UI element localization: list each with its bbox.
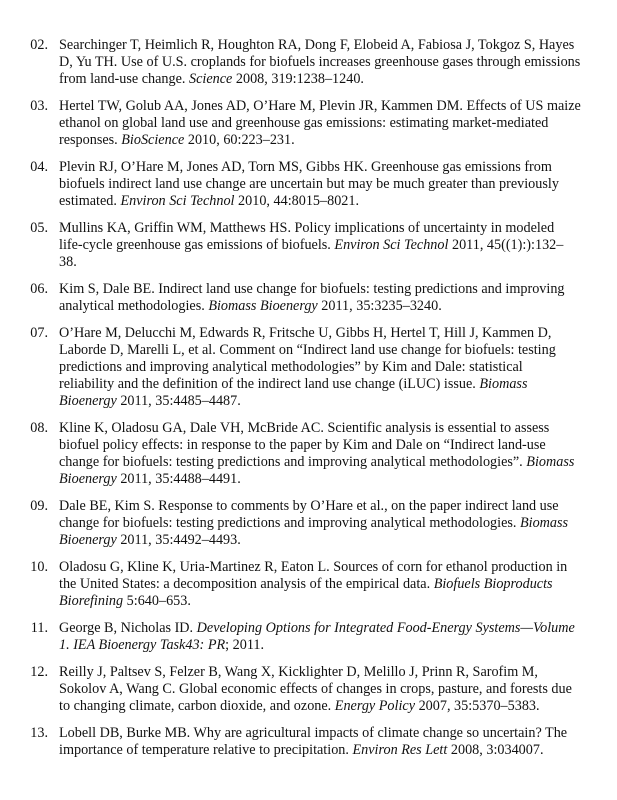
reference-text: Hertel TW, Golub AA, Jones AD, O’Hare M, Plevin JR, Kammen DM. Effects of US maize ethanol on global land use and greenhouse gas emissions: estimating market-mediated responses. BioScience 2010, 60:223–231. bbox=[59, 98, 581, 148]
reference-item bbox=[0, 281, 617, 315]
reference-item bbox=[0, 98, 617, 149]
reference-number: 05. bbox=[30, 220, 48, 236]
journal-title: Environ Res Lett bbox=[352, 742, 448, 758]
journal-title: Biofuels Bioproducts Biorefining bbox=[59, 576, 553, 609]
reference-item bbox=[0, 559, 617, 610]
reference-item bbox=[0, 664, 617, 715]
reference-number: 06. bbox=[30, 281, 48, 297]
journal-title: Science bbox=[189, 71, 233, 87]
journal-title: Biomass Bioenergy bbox=[59, 454, 575, 487]
reference-text: Searchinger T, Heimlich R, Houghton RA, Dong F, Elobeid A, Fabiosa J, Tokgoz S, Hayes D, Yu TH. Use of U.S. croplands for biofuels increases greenhouse gases through emissions from land-use change. Science 2008, 319:1238–1240. bbox=[59, 37, 581, 87]
reference-text: Oladosu G, Kline K, Uria-Martinez R, Eaton L. Sources of corn for ethanol production in the United States: a decomposition analysis of the empirical data. Biofuels Bioproducts Biorefining 5:640–653. bbox=[59, 559, 568, 609]
reference-number: 09. bbox=[30, 498, 48, 514]
reference-text: Lobell DB, Burke MB. Why are agricultural impacts of climate change so uncertain? The importance of temperature relative to precipitation. Environ Res Lett 2008, 3:034007. bbox=[59, 725, 568, 758]
reference-text: Kim S, Dale BE. Indirect land use change for biofuels: testing predictions and improving analytical methodologies. Biomass Bioenergy 2011, 35:3235–3240. bbox=[59, 281, 565, 314]
reference-item bbox=[0, 159, 617, 210]
journal-title: Energy Policy bbox=[334, 698, 416, 714]
reference-number: 02. bbox=[30, 37, 48, 53]
reference-item bbox=[0, 498, 617, 549]
reference-item bbox=[0, 37, 617, 88]
reference-number: 07. bbox=[30, 325, 48, 341]
reference-text: Kline K, Oladosu GA, Dale VH, McBride AC. Scientific analysis is essential to assess biofuel policy effects: in response to the paper by Kim and Dale on “Indirect land-use change for biofuels: testing predictions and improving analytical methodologies”. Biomass Bioenergy 2011, 35:4488–4491. bbox=[59, 420, 575, 487]
reference-item bbox=[0, 325, 617, 410]
reference-number: 13. bbox=[30, 725, 48, 741]
reference-text: O’Hare M, Delucchi M, Edwards R, Fritsche U, Gibbs H, Hertel T, Hill J, Kammen D, Laborde D, Marelli L, et al. Comment on “Indirect land use change for biofuels: testing predictions and improving analytical methodologies” by Kim and Dale: statistical reliability and the definition of the indirect land use change (iLUC) issue. Biomass Bioenergy 2011, 35:4485–4487. bbox=[59, 325, 556, 409]
reference-number: 04. bbox=[30, 159, 48, 175]
journal-title: Biomass Bioenergy bbox=[59, 376, 528, 409]
reference-text: George B, Nicholas ID. Developing Options for Integrated Food-Energy Systems—Volume 1. IEA Bioenergy Task43: PR; 2011. bbox=[59, 620, 575, 653]
journal-title: Environ Sci Technol bbox=[334, 237, 449, 253]
reference-list bbox=[0, 37, 617, 769]
reference-item bbox=[0, 620, 617, 654]
reference-text: Mullins KA, Griffin WM, Matthews HS. Policy implications of uncertainty in modeled life-cycle greenhouse gas emissions of biofuels. Environ Sci Technol 2011, 45((1):):132–38. bbox=[59, 220, 564, 270]
journal-title: Biomass Bioenergy bbox=[59, 515, 569, 548]
reference-text: Dale BE, Kim S. Response to comments by O’Hare et al., on the paper indirect land use change for biofuels: testing predictions and improving analytical methodologies. Biomass Bioenergy 2011, 35:4492–4493. bbox=[59, 498, 569, 548]
reference-item bbox=[0, 420, 617, 488]
reference-number: 08. bbox=[30, 420, 48, 436]
reference-number: 03. bbox=[30, 98, 48, 114]
reference-item bbox=[0, 725, 617, 759]
journal-title: Developing Options for Integrated Food-Energy Systems—Volume 1. IEA Bioenergy Task43: PR bbox=[59, 620, 575, 653]
reference-item bbox=[0, 220, 617, 271]
reference-number: 11. bbox=[30, 620, 48, 636]
reference-text: Plevin RJ, O’Hare M, Jones AD, Torn MS, Gibbs HK. Greenhouse gas emissions from biofuels indirect land use change are uncertain but may be much greater than previously estimated. Environ Sci Technol 2010, 44:8015–8021. bbox=[59, 159, 559, 209]
journal-title: Environ Sci Technol bbox=[120, 193, 235, 209]
reference-number: 10. bbox=[30, 559, 48, 575]
journal-title: Biomass Bioenergy bbox=[208, 298, 318, 314]
journal-title: BioScience bbox=[121, 132, 185, 148]
reference-number: 12. bbox=[30, 664, 48, 680]
reference-text: Reilly J, Paltsev S, Felzer B, Wang X, Kicklighter D, Melillo J, Prinn R, Sarofim M, Sokolov A, Wang C. Global economic effects of changes in crops, pasture, and forests due to changing climate, carbon dioxide, and ozone. Energy Policy 2007, 35:5370–5383. bbox=[59, 664, 572, 714]
